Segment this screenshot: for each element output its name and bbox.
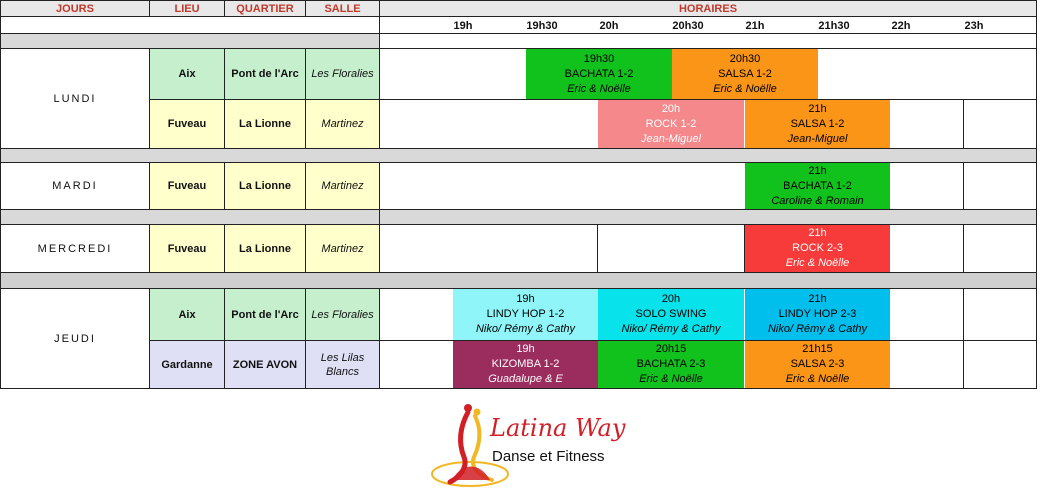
course-instructor: Niko/ Rémy & Cathy: [767, 323, 868, 335]
course-block: [526, 49, 672, 99]
day-lundi: LUNDI: [0, 48, 150, 149]
day-mercredi: MERCREDI: [0, 224, 150, 273]
course-block: [745, 100, 890, 148]
course-name: SALSA 1-2: [790, 117, 845, 130]
venue-lieu: Fuveau: [149, 224, 225, 273]
course-block: [453, 341, 598, 388]
separator-row: [0, 209, 380, 225]
course-instructor: Caroline & Romain: [771, 194, 864, 207]
course-instructor: Guadalupe & E: [488, 373, 563, 385]
timeline-slot: [889, 288, 964, 341]
header-horaires: HORAIRES: [379, 0, 1037, 17]
timeline-slot: [889, 224, 964, 273]
course-block: [598, 289, 744, 340]
venue-lieu: Fuveau: [149, 162, 225, 210]
course-instructor: Eric & Noëlle: [713, 82, 777, 95]
logo-name: Latina Way: [490, 414, 626, 442]
timeline-slot: [597, 224, 745, 273]
course-name: ROCK 1-2: [645, 117, 697, 130]
course-name: LINDY HOP 1-2: [486, 308, 565, 320]
course-name: LINDY HOP 2-3: [778, 308, 857, 320]
tick-20h: 20h: [599, 20, 619, 32]
header-salle: SALLE: [305, 0, 380, 17]
timeline-slot: [889, 99, 964, 149]
course-time: 21h: [808, 227, 827, 239]
course-name: BACHATA 2-3: [636, 358, 706, 370]
course-block: [745, 341, 890, 388]
separator-row: [0, 148, 1037, 163]
course-block: [453, 289, 598, 340]
day-jeudi: JEUDI: [0, 288, 150, 389]
course-instructor: Eric & Noëlle: [639, 373, 703, 385]
venue-quartier: Pont de l'Arc: [224, 48, 306, 100]
course-name: BACHATA 1-2: [564, 67, 634, 80]
course-block: [745, 225, 890, 272]
tick-20h30: 20h30: [672, 20, 704, 32]
course-block: [672, 49, 818, 99]
venue-salle: Martinez: [305, 162, 380, 210]
separator-row: [379, 209, 1037, 225]
course-time: 19h: [516, 343, 535, 355]
tick-23h: 23h: [964, 20, 984, 32]
course-instructor: Eric & Noëlle: [785, 257, 850, 269]
course-time: 20h15: [655, 343, 687, 355]
tick-19h30: 19h30: [526, 20, 558, 32]
venue-salle: Martinez: [305, 99, 380, 149]
course-name: SOLO SWING: [635, 308, 707, 320]
course-time: 20h: [661, 293, 681, 305]
course-name: SALSA 1-2: [718, 67, 772, 80]
venue-salle: Martinez: [305, 224, 380, 273]
course-time: 21h15: [802, 343, 833, 355]
venue-salle: Les Floralies: [305, 288, 380, 341]
venue-salle: Les Lilas Blancs: [305, 340, 380, 389]
day-mardi: MARDI: [0, 162, 150, 210]
course-block: [598, 100, 744, 148]
tick-row-left: [0, 16, 380, 34]
venue-lieu: Aix: [149, 48, 225, 100]
tick-21h: 21h: [745, 20, 765, 32]
course-block: [745, 163, 890, 209]
course-instructor: Niko/ Rémy & Cathy: [621, 323, 721, 335]
course-instructor: Jean-Miguel: [641, 132, 701, 145]
venue-quartier: La Lionne: [224, 162, 306, 210]
course-time: 20h30: [729, 52, 761, 65]
header-quartier: QUARTIER: [224, 0, 306, 17]
venue-salle: Les Floralies: [305, 48, 380, 100]
timeline-slot: [889, 162, 964, 210]
course-instructor: Niko/ Rémy & Cathy: [475, 323, 576, 335]
header-lieu: LIEU: [149, 0, 225, 17]
venue-lieu: Fuveau: [149, 99, 225, 149]
tick-22h: 22h: [891, 20, 911, 32]
timeline-slot: [889, 340, 964, 389]
venue-quartier: La Lionne: [224, 99, 306, 149]
course-time: 21h: [808, 102, 827, 115]
venue-quartier: Pont de l'Arc: [224, 288, 306, 341]
course-name: SALSA 2-3: [790, 358, 845, 370]
course-name: BACHATA 1-2: [783, 179, 852, 192]
venue-lieu: Aix: [149, 288, 225, 341]
course-name: KIZOMBA 1-2: [491, 358, 560, 370]
separator-row: [379, 33, 1037, 49]
course-instructor: Eric & Noëlle: [567, 82, 631, 95]
separator-row: [0, 272, 1037, 289]
tick-21h30: 21h30: [818, 20, 850, 32]
course-time: 19h30: [583, 52, 615, 65]
course-block: [745, 289, 890, 340]
course-name: ROCK 2-3: [792, 242, 843, 254]
tick-19h: 19h: [453, 20, 473, 32]
venue-quartier: La Lionne: [224, 224, 306, 273]
course-instructor: Eric & Noëlle: [785, 373, 850, 385]
logo-subtitle: Danse et Fitness: [492, 448, 605, 465]
venue-quartier: ZONE AVON: [224, 340, 306, 389]
course-instructor: Jean-Miguel: [787, 132, 848, 145]
course-time: 20h: [661, 102, 681, 115]
latina-way-logo: [430, 402, 640, 492]
header-jours: JOURS: [0, 0, 150, 17]
course-time: 21h: [808, 293, 827, 305]
course-time: 19h: [516, 293, 535, 305]
course-block: [598, 341, 744, 388]
venue-lieu: Gardanne: [149, 340, 225, 389]
separator-row: [0, 33, 380, 49]
course-time: 21h: [808, 164, 827, 177]
